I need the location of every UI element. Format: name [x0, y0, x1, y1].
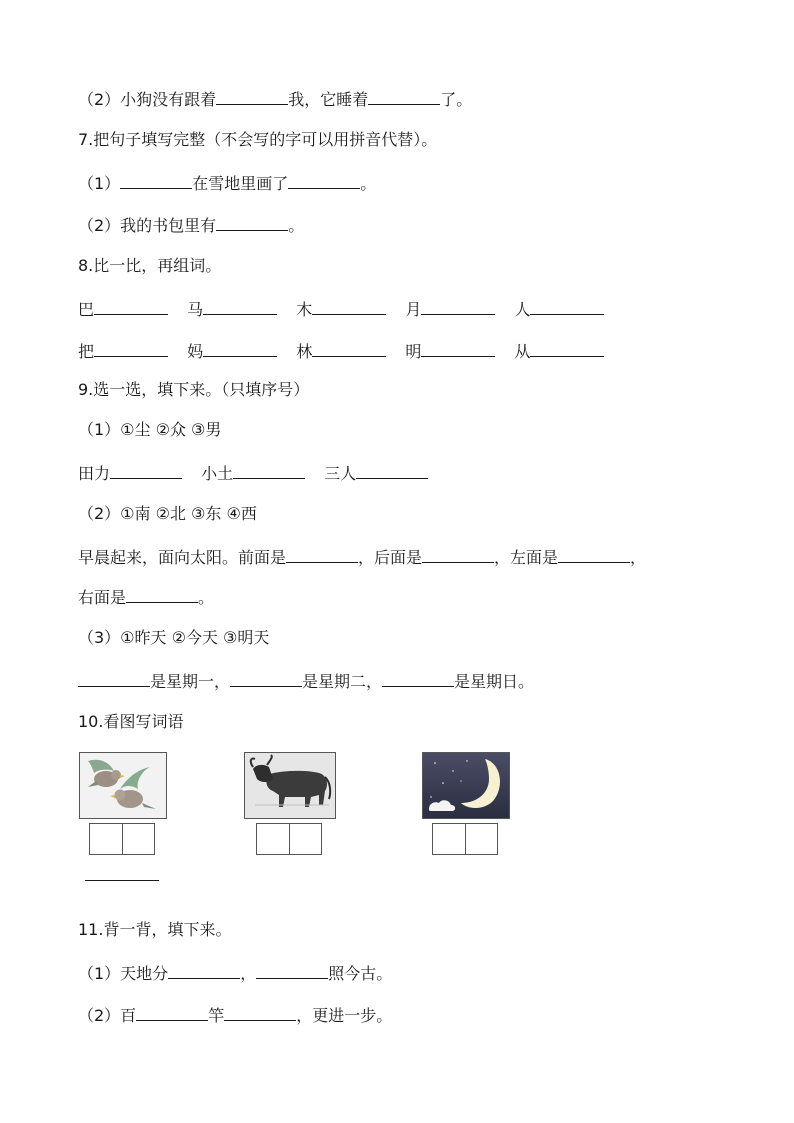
q6-sentence-2: （2）小狗没有跟着 我，它睡着 了。: [78, 90, 473, 109]
answer-grid[interactable]: [256, 823, 322, 855]
ox-icon: [245, 753, 335, 818]
answer-blank[interactable]: [110, 462, 182, 479]
q9-part2-text-2: 右面是 。: [78, 588, 215, 607]
q9-part3-text: 是星期一， 是星期二， 是星期日。: [78, 670, 534, 692]
q7-title: 7.把句子填写完整（不会写的字可以用拼音代替）。: [78, 130, 438, 149]
q9-part1-items: 田力 小土 三人: [78, 462, 428, 484]
q11-sentence-1: （1）天地分 ， 照今古。: [78, 964, 393, 983]
moon-icon: [423, 753, 509, 818]
answer-blank[interactable]: [85, 880, 159, 881]
answer-blank[interactable]: [558, 546, 630, 563]
q8-title: 8.比一比，再组词。: [78, 256, 222, 275]
answer-blank[interactable]: [126, 586, 198, 603]
answer-blank[interactable]: [422, 546, 494, 563]
birds-picture: [79, 752, 167, 819]
answer-blank[interactable]: [230, 670, 302, 687]
answer-blank[interactable]: [136, 1004, 208, 1021]
q9-part2-options: （2）①南 ②北 ③东 ④西: [78, 504, 257, 523]
answer-blank[interactable]: [203, 298, 277, 315]
answer-blank[interactable]: [312, 340, 386, 357]
answer-grid[interactable]: [432, 823, 498, 855]
answer-blank[interactable]: [78, 670, 150, 687]
answer-blank[interactable]: [288, 172, 360, 189]
answer-blank[interactable]: [530, 298, 604, 315]
answer-blank[interactable]: [382, 670, 454, 687]
q9-part1-options: （1）①尘 ②众 ③男: [78, 420, 222, 439]
q11-sentence-2: （2）百 竿 ，更进一步。: [78, 1006, 393, 1025]
answer-blank[interactable]: [368, 88, 440, 105]
answer-blank[interactable]: [168, 962, 240, 979]
answer-blank[interactable]: [203, 340, 277, 357]
answer-blank[interactable]: [356, 462, 428, 479]
answer-blank[interactable]: [224, 1004, 296, 1021]
q8-row-1: 巴 马 木 月 人: [78, 298, 604, 320]
answer-blank[interactable]: [120, 172, 192, 189]
answer-grid[interactable]: [89, 823, 155, 855]
answer-blank[interactable]: [421, 340, 495, 357]
answer-blank[interactable]: [421, 298, 495, 315]
answer-blank[interactable]: [94, 340, 168, 357]
answer-blank[interactable]: [216, 214, 288, 231]
ox-picture: [244, 752, 336, 819]
q8-row-2: 把 妈 林 明 从: [78, 340, 604, 362]
answer-blank[interactable]: [256, 962, 328, 979]
q7-sentence-2: （2）我的书包里有 。: [78, 216, 305, 235]
answer-blank[interactable]: [286, 546, 358, 563]
answer-blank[interactable]: [94, 298, 168, 315]
answer-blank[interactable]: [312, 298, 386, 315]
answer-blank[interactable]: [216, 88, 288, 105]
moon-night-picture: [422, 752, 510, 819]
answer-blank[interactable]: [233, 462, 305, 479]
q9-part2-text: 早晨起来，面向太阳。前面是 ，后面是 ，左面是 ，: [78, 548, 647, 567]
q9-part3-options: （3）①昨天 ②今天 ③明天: [78, 628, 270, 647]
q10-title: 10.看图写词语: [78, 712, 184, 731]
q11-title: 11.背一背，填下来。: [78, 920, 232, 939]
q7-sentence-1: （1） 在雪地里画了 。: [78, 174, 377, 193]
answer-blank[interactable]: [530, 340, 604, 357]
birds-icon: [80, 753, 166, 818]
q9-title: 9.选一选，填下来。（只填序号）: [78, 380, 310, 399]
